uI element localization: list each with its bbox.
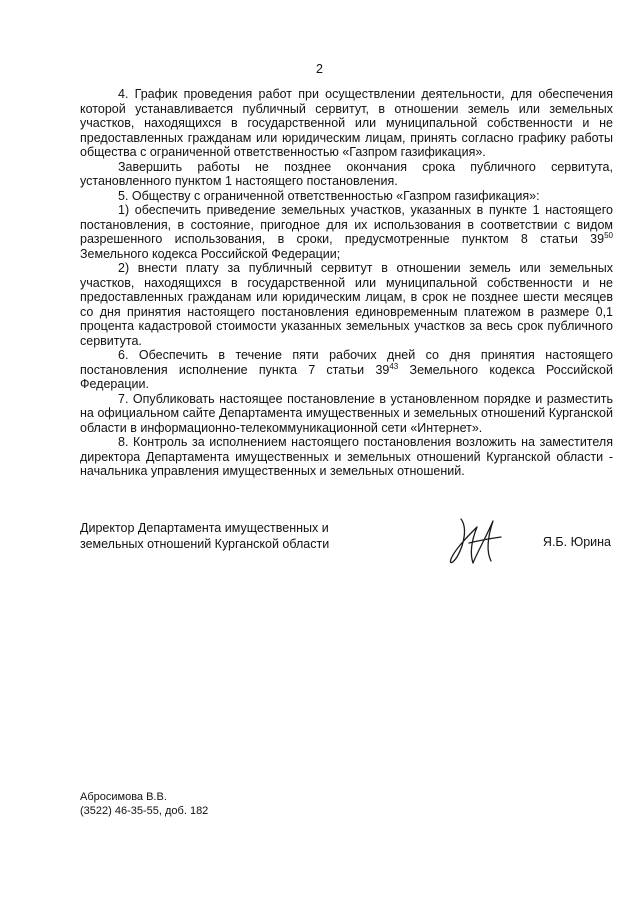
superscript-article-ref: 50	[604, 230, 613, 240]
executor-info	[80, 790, 208, 818]
paragraph-item-6: 6. Обеспечить в течение пяти рабочих дней со дня принятия настоящего постановления исполнение пункта 7 статьи $39^{43}$ Земельного кодекса Российской Федерации.	[80, 348, 613, 391]
handwritten-signature	[447, 513, 507, 569]
paragraph-item-8: 8. Контроль за исполнением настоящего постановления возложить на заместителя директора Департамента имущественных и земельных отношений Курганской области - начальника управления имущественных и земельных отношений.	[80, 435, 613, 478]
paragraph-item-5-1: 1) обеспечить приведение земельных участков, указанных в пункте 1 настоящего постановления, в состояние, пригодное для их использования в соответствии с видом разрешенного использования, в сроки, предусмотренные пунктом 8 статьи $39^{50}$ Земельного кодекса Российской Федерации;	[80, 203, 613, 261]
page-number: 2	[316, 62, 323, 76]
paragraph-item-4: 4. График проведения работ при осуществлении деятельности, для обеспечения которой устанавливается публичный сервитут, в отношении земель или земельных участков, находящихся в государственной или муниципальной собственности и не предоставленных гражданам или юридическим лицам, принять согласно графику работы общества с ограниченной ответственностью «Газпром газификация».	[80, 87, 613, 159]
signatory-title	[80, 520, 380, 552]
signatory-name: Я.Б. Юрина	[542, 535, 611, 549]
executor-name: Абросимова В.В.	[80, 791, 167, 803]
paragraph-item-5: 5. Обществу с ограниченной ответственностью «Газпром газификация»:	[118, 188, 540, 203]
resolution-body	[80, 87, 613, 479]
executor-phone: (3522) 46-35-55, доб. 182	[80, 805, 209, 817]
superscript-article-ref: 43	[389, 361, 399, 371]
paragraph-deadline: Завершить работы не позднее окончания срока публичного сервитута, установленного пунктом 1 настоящего постановления.	[80, 159, 613, 188]
paragraph-item-5-2: 2) внести плату за публичный сервитут в отношении земель или земельных участков, находящихся в государственной или муниципальной собственности и не предоставленных гражданам или юридическим лицам, в срок не позднее шести месяцев со дня принятия настоящего постановления единовременным платежом в размере 0,1 процента кадастровой стоимости указанных земельных участков за весь срок публичного сервитута.	[80, 261, 613, 348]
signatory-title-line: земельных отношений Курганской области	[80, 537, 330, 551]
paragraph-item-7: 7. Опубликовать настоящее постановление в установленном порядке и разместить на официальном сайте Департамента имущественных и земельных отношений Курганской области в информационно-телекоммуникационной сети «Интернет».	[80, 391, 613, 435]
signatory-title-line: Директор Департамента имущественных и	[80, 521, 329, 535]
